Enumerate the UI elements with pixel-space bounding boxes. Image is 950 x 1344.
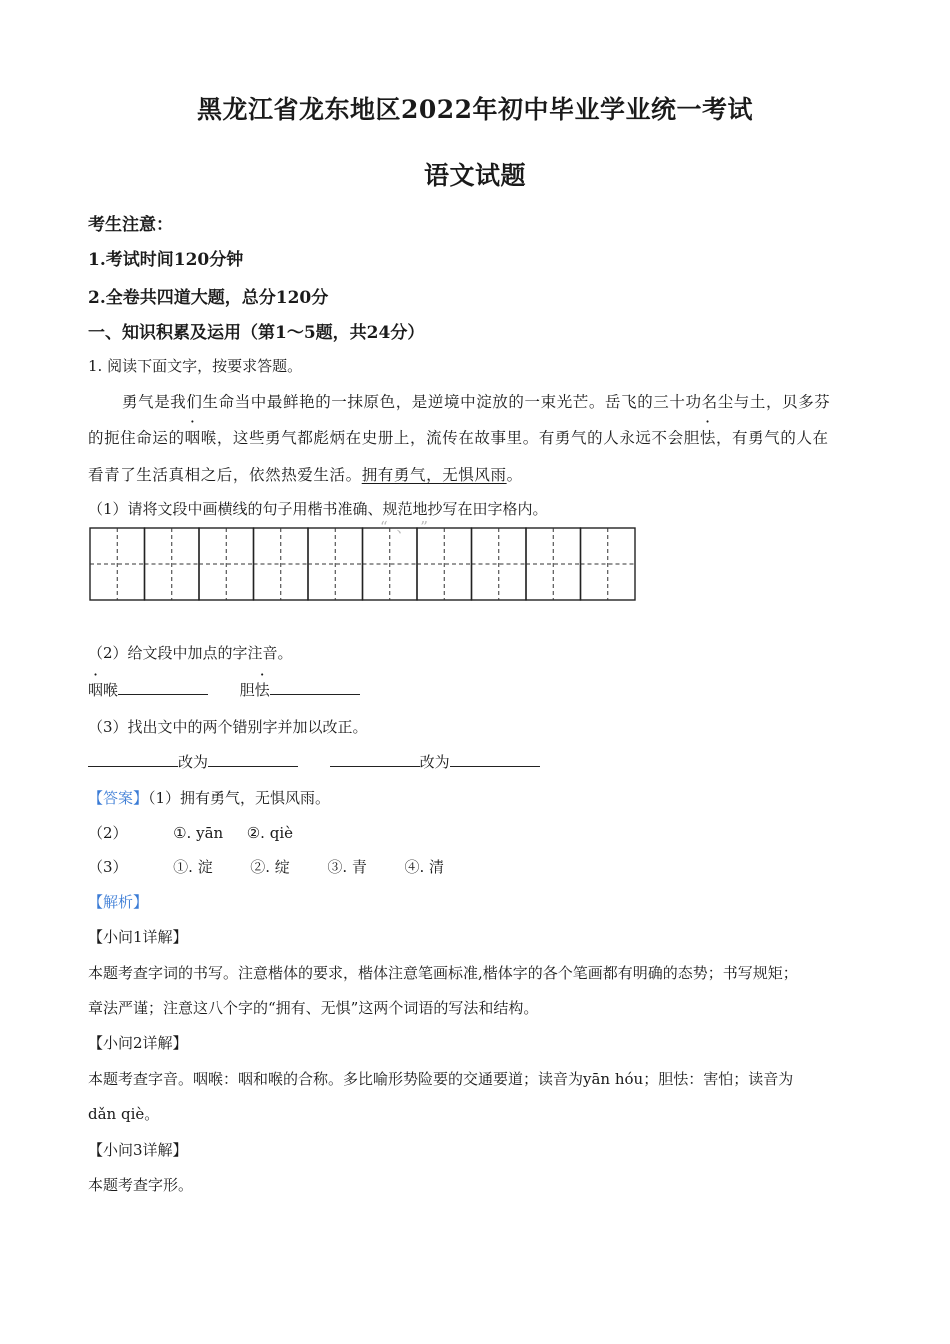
answer-blank[interactable] bbox=[270, 693, 360, 695]
passage-line: 的扼住命运的咽喉，这些勇气都彪炳在史册上，流传在故事里。有勇气的人永远不会胆怯，有勇气的人在 bbox=[88, 426, 829, 448]
analysis-label: 【解析】 bbox=[88, 893, 149, 911]
answer-blank[interactable] bbox=[450, 765, 540, 767]
answer-blank[interactable] bbox=[88, 765, 178, 767]
tianzige-grid[interactable] bbox=[88, 524, 640, 608]
dotted-char: 咽 bbox=[88, 681, 104, 699]
analysis-subhead: 【小问2详解】 bbox=[88, 1034, 188, 1052]
answer-blank[interactable] bbox=[208, 765, 298, 767]
pinyin-blanks: 咽喉 胆怯 bbox=[88, 679, 360, 700]
page-title: 黑龙江省龙东地区2022年初中毕业学业统一考试 bbox=[196, 95, 754, 124]
analysis-text: 本题考查字音。咽喉：咽和喉的合称。多比喻形势险要的交通要道；读音为yān hóu；胆怯：害怕；读音为 bbox=[88, 1070, 794, 1088]
correction-blanks: 改为 改为 bbox=[88, 751, 540, 772]
question-prompt: 1. 阅读下面文字，按要求答题。 bbox=[88, 357, 303, 375]
notice-item: 1.考试时间120分钟 bbox=[88, 250, 244, 270]
analysis-subhead: 【小问3详解】 bbox=[88, 1141, 188, 1159]
passage-line: 看青了生活真相之后，依然热爱生活。拥有勇气，无惧风雨。 bbox=[88, 466, 523, 484]
analysis-text: 本题考查字词的书写。注意楷体的要求，楷体注意笔画标准,楷体字的各个笔画都有明确的态势；书写规矩； bbox=[88, 964, 798, 982]
notice-item: 2.全卷共四道大题，总分120分 bbox=[88, 288, 329, 308]
sub-question: （1）请将文段中画横线的句子用楷书准确、规范地抄写在田字格内。 bbox=[88, 500, 548, 518]
answer-blank[interactable] bbox=[330, 765, 420, 767]
dotted-char: 咽 bbox=[184, 429, 201, 447]
answer-line: 【答案】（1）拥有勇气，无惧风雨。 bbox=[88, 789, 331, 807]
answer-label: 【答案】 bbox=[88, 789, 149, 807]
analysis-text: dǎn qiè。 bbox=[88, 1105, 160, 1123]
faint-marks: “ 、 ” bbox=[380, 518, 430, 536]
section-heading: 一、知识积累及运用（第1～5题，共24分） bbox=[88, 323, 425, 343]
dotted-char: 怯 bbox=[699, 429, 716, 447]
sub-question: （3）找出文中的两个错别字并加以改正。 bbox=[88, 718, 368, 736]
answer-blank[interactable] bbox=[118, 693, 208, 695]
analysis-text: 章法严谨；注意这八个字的“拥有、无惧”这两个词语的写法和结构。 bbox=[88, 999, 539, 1017]
analysis-subhead: 【小问1详解】 bbox=[88, 928, 188, 946]
notice-heading: 考生注意： bbox=[88, 215, 173, 235]
answer-line: （3） ①. 淀 ②. 绽 ③. 青 ④. 清 bbox=[88, 858, 444, 876]
page-subtitle: 语文试题 bbox=[423, 161, 526, 190]
underlined-sentence: 拥有勇气，无惧风雨 bbox=[361, 466, 507, 484]
passage-line: 勇气是我们生命当中最鲜艳的一抹原色，是逆境中淀放的一束光芒。岳飞的三十功名尘与土，贝多芬 bbox=[122, 393, 831, 411]
dotted-char: 怯 bbox=[254, 681, 270, 699]
sub-question: （2）给文段中加点的字注音。 bbox=[88, 644, 293, 662]
answer-line: （2） ①. yān ②. qiè bbox=[88, 824, 293, 842]
analysis-text: 本题考查字形。 bbox=[88, 1176, 194, 1194]
